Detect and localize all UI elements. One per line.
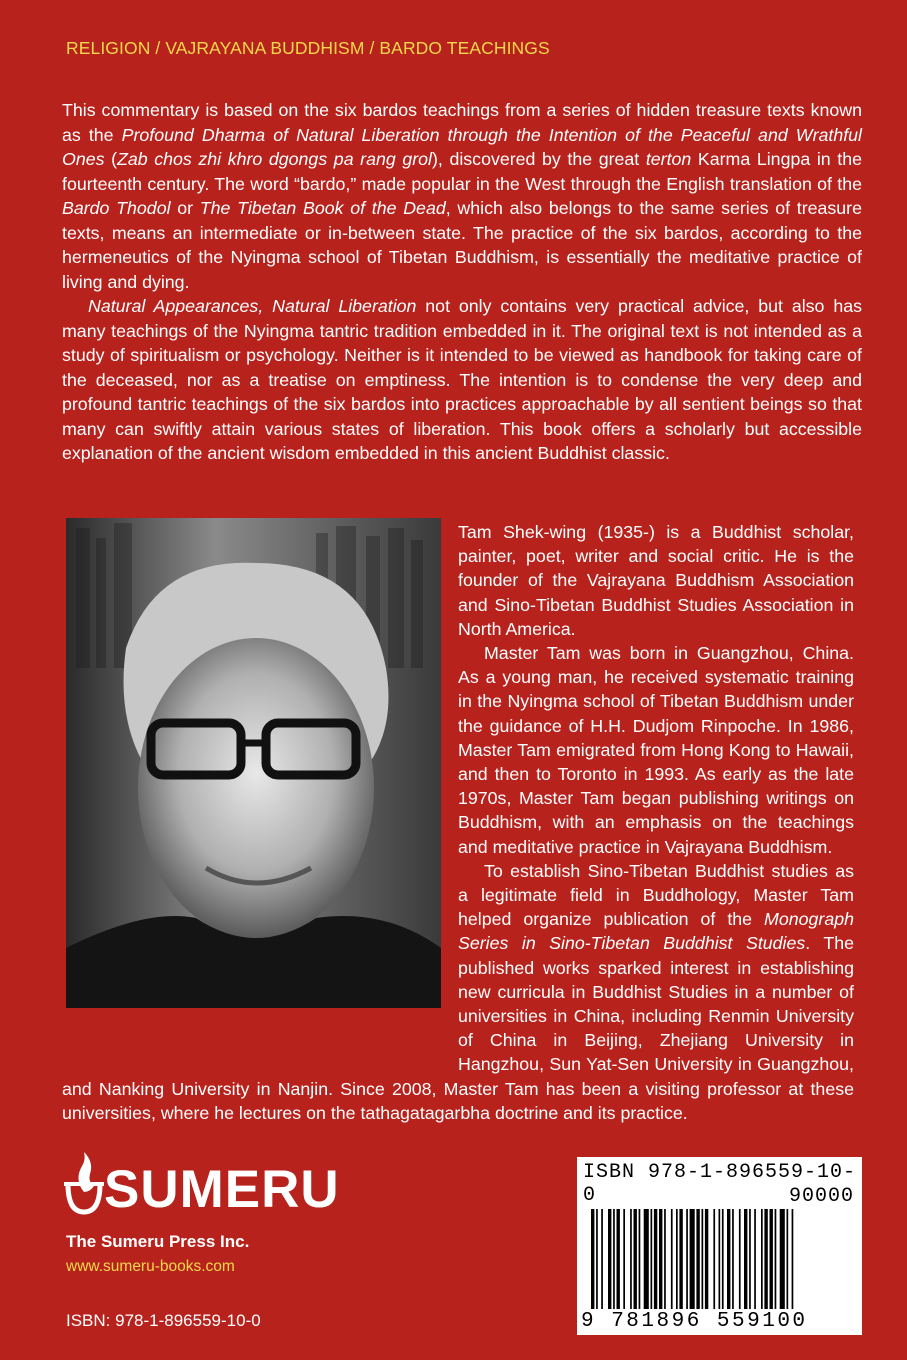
publisher-name: The Sumeru Press Inc. [66,1232,250,1251]
blurb-paragraph-1: This commentary is based on the six bardos teachings from a series of hidden treasure texts known as the Profound Dharma of Natural Liberation through the Intention of the Peaceful and Wrathful Ones (Zab chos zhi khro dgongs pa rang grol), discovered by the great terton Karma Lingpa in the fourteenth century. The word “bardo,” made popular in the West through the English translation of the Bardo Thodol or The Tibetan Book of the Dead, which also belongs to the same series of treasure texts, means an intermediate or in-between state. The practice of the six bardos, according to the hermeneutics of the Nyingma school of Tibetan Buddhism, is essentially the meditative practice of living and dying. [62,100,862,292]
blurb-paragraph-2: Natural Appearances, Natural Liberation not only contains very practical advice, but also has many teachings of the Nyingma tantric tradition embedded in it. The original text is not intended as a study of spiritualism or psychology. Neither is it intended to be viewed as handbook for taking care of the deceased, nor as a treatise on emptiness. The intention is to condense the very deep and profound tantric teachings of the six bardos into practices approachable by all sentient beings so that many can swiftly attain various states of liberation. This book offers a scholarly but accessible explanation of the ancient wisdom embedded in this ancient Buddhist classic. [62,296,862,463]
publisher-website-link[interactable]: www.sumeru-books.com [66,1258,235,1275]
isbn-barcode [577,1157,862,1335]
barcode-digits: 9 781896 559100 [581,1310,808,1333]
barcode-bars [577,1157,862,1335]
category-heading: RELIGION / VAJRAYANA BUDDHISM / BARDO TEACHINGS [66,38,550,58]
isbn-text: ISBN: 978-1-896559-10-0 [66,1311,261,1330]
barcode-isbn-label: ISBN 978-1-896559-10-0 [583,1161,857,1207]
bio-paragraph-1: Tam Shek-wing (1935-) is a Buddhist scholar, painter, poet, writer and social critic. He is the founder of the Vajrayana Buddhism Association and Sino-Tibetan Buddhist Studies Association in North America. [458,522,854,639]
barcode-price-code: 90000 [788,1185,854,1208]
back-cover-blurb [62,98,862,466]
bio-paragraph-2: Master Tam was born in Guangzhou, China. As a young man, he received systematic training in the Nyingma school of Tibetan Buddhism under the guidance of H.H. Dudjom Rinpoche. In 1986, Master Tam emigrated from Hong Kong to Hawaii, and then to Toronto in 1993. As early as the late 1970s, Master Tam began publishing writings on Buddhism, with an emphasis on the teachings and meditative practice in Vajrayana Buddhism. [458,643,854,857]
publisher-logo-text: SUMERU [104,1160,340,1219]
author-bio [62,520,854,1125]
bio-paragraph-3: To establish Sino-Tibetan Buddhist studies as a legitimate field in Buddhology, Master Tam helped organize publication of the Monograph Series in Sino-Tibetan Buddhist Studies. The published works sparked interest in establishing new curricula in Buddhist Studies in a number of universities in China, including Renmin University of China in Beijing, Zhejiang University in Hangzhou, Sun Yat-Sen University in Guangzhou, and Nanking University in Nanjin. Since 2008, Master Tam has been a visiting professor at these universities, where he lectures on the tathagatagarbha doctrine and its practice. [62,860,855,1123]
